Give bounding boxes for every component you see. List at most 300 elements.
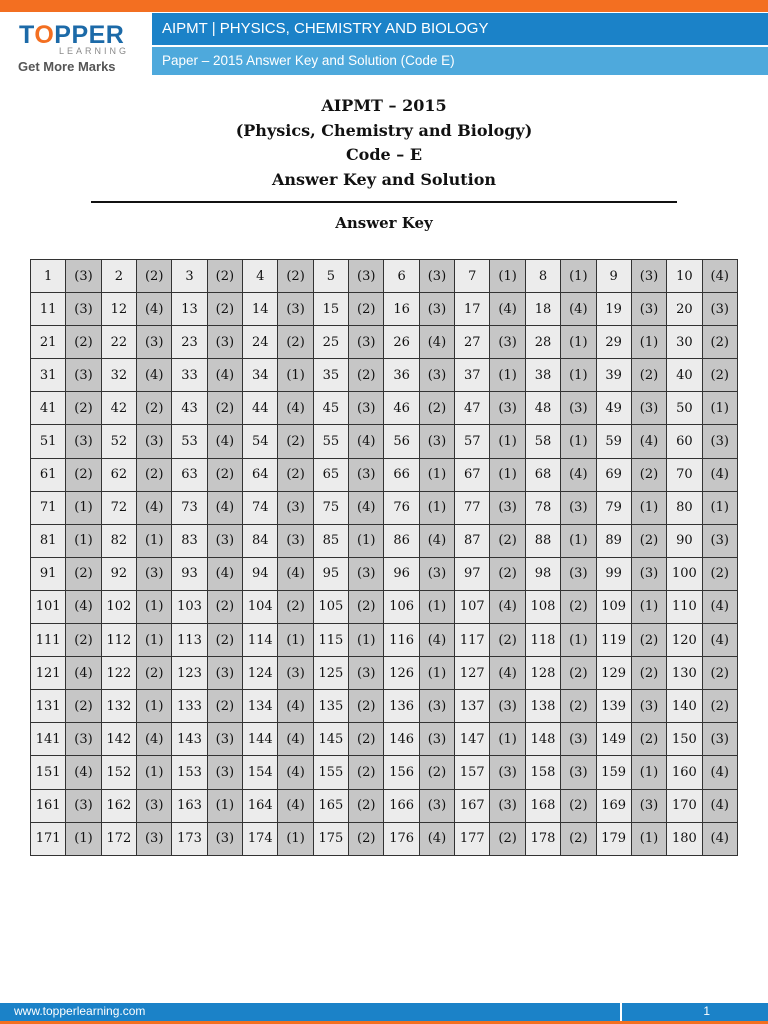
answer-option: (3) [207, 326, 242, 359]
answer-option: (3) [349, 392, 384, 425]
question-number: 143 [172, 723, 207, 756]
answer-option: (3) [419, 723, 454, 756]
answer-option: (1) [561, 425, 596, 458]
question-number: 160 [667, 756, 702, 789]
answer-option: (3) [631, 557, 666, 590]
answer-option: (2) [66, 326, 101, 359]
question-number: 58 [525, 425, 560, 458]
answer-option: (2) [349, 756, 384, 789]
answer-row [31, 822, 738, 855]
question-number: 4 [243, 260, 278, 293]
answer-option: (4) [278, 557, 313, 590]
question-number: 161 [31, 789, 66, 822]
question-number: 40 [667, 359, 702, 392]
question-number: 154 [243, 756, 278, 789]
question-number: 32 [101, 359, 136, 392]
answer-option: (3) [419, 359, 454, 392]
top-orange-stripe [0, 0, 768, 12]
answer-option: (4) [207, 359, 242, 392]
answer-option: (1) [490, 260, 525, 293]
question-number: 29 [596, 326, 631, 359]
question-number: 11 [31, 293, 66, 326]
answer-option: (3) [490, 690, 525, 723]
question-number: 152 [101, 756, 136, 789]
question-number: 25 [313, 326, 348, 359]
question-number: 90 [667, 524, 702, 557]
question-number: 124 [243, 657, 278, 690]
question-number: 13 [172, 293, 207, 326]
question-number: 69 [596, 458, 631, 491]
answer-option: (1) [561, 260, 596, 293]
answer-option: (2) [207, 690, 242, 723]
answer-option: (2) [349, 293, 384, 326]
answer-option: (1) [137, 624, 172, 657]
question-number: 1 [31, 260, 66, 293]
question-number: 46 [384, 392, 419, 425]
question-number: 75 [313, 491, 348, 524]
question-number: 47 [455, 392, 490, 425]
question-number: 92 [101, 557, 136, 590]
answer-option: (1) [278, 359, 313, 392]
answer-option: (4) [702, 260, 737, 293]
footer-bar [0, 1003, 768, 1021]
question-number: 93 [172, 557, 207, 590]
page-number: 1 [703, 1004, 710, 1018]
question-number: 163 [172, 789, 207, 822]
question-number: 37 [455, 359, 490, 392]
answer-row [31, 458, 738, 491]
question-number: 55 [313, 425, 348, 458]
question-number: 114 [243, 624, 278, 657]
answer-option: (2) [207, 458, 242, 491]
answer-row [31, 756, 738, 789]
answer-option: (3) [207, 657, 242, 690]
question-number: 78 [525, 491, 560, 524]
question-number: 134 [243, 690, 278, 723]
answer-option: (1) [66, 524, 101, 557]
answer-row [31, 425, 738, 458]
question-number: 125 [313, 657, 348, 690]
answer-option: (3) [631, 392, 666, 425]
answer-option: (2) [207, 590, 242, 623]
answer-row [31, 491, 738, 524]
question-number: 80 [667, 491, 702, 524]
answer-option: (1) [137, 524, 172, 557]
answer-option: (4) [137, 293, 172, 326]
question-number: 132 [101, 690, 136, 723]
question-number: 20 [667, 293, 702, 326]
answer-option: (3) [490, 491, 525, 524]
answer-option: (2) [66, 690, 101, 723]
answer-option: (1) [561, 624, 596, 657]
answer-row [31, 789, 738, 822]
header-subtitle-bar [152, 47, 768, 75]
question-number: 68 [525, 458, 560, 491]
question-number: 176 [384, 822, 419, 855]
answer-option: (3) [631, 690, 666, 723]
answer-option: (1) [278, 624, 313, 657]
question-number: 39 [596, 359, 631, 392]
question-number: 85 [313, 524, 348, 557]
question-number: 130 [667, 657, 702, 690]
question-number: 111 [31, 624, 66, 657]
answer-option: (4) [278, 789, 313, 822]
answer-option: (1) [66, 491, 101, 524]
answer-row [31, 690, 738, 723]
question-number: 44 [243, 392, 278, 425]
question-number: 162 [101, 789, 136, 822]
question-number: 30 [667, 326, 702, 359]
answer-option: (3) [349, 260, 384, 293]
question-number: 141 [31, 723, 66, 756]
question-number: 149 [596, 723, 631, 756]
question-number: 178 [525, 822, 560, 855]
answer-row [31, 624, 738, 657]
question-number: 16 [384, 293, 419, 326]
question-number: 110 [667, 590, 702, 623]
question-number: 173 [172, 822, 207, 855]
question-number: 123 [172, 657, 207, 690]
answer-option: (1) [631, 590, 666, 623]
answer-option: (1) [490, 458, 525, 491]
answer-option: (2) [419, 392, 454, 425]
header-title-bar [152, 13, 768, 45]
answer-option: (1) [419, 657, 454, 690]
question-number: 164 [243, 789, 278, 822]
answer-row [31, 590, 738, 623]
answer-option: (4) [278, 756, 313, 789]
question-number: 126 [384, 657, 419, 690]
answer-option: (2) [631, 524, 666, 557]
answer-option: (4) [137, 491, 172, 524]
answer-option: (3) [419, 293, 454, 326]
question-number: 31 [31, 359, 66, 392]
question-number: 18 [525, 293, 560, 326]
answer-option: (2) [137, 392, 172, 425]
answer-option: (4) [702, 822, 737, 855]
question-number: 167 [455, 789, 490, 822]
answer-option: (4) [419, 524, 454, 557]
answer-option: (2) [561, 789, 596, 822]
question-number: 19 [596, 293, 631, 326]
question-number: 137 [455, 690, 490, 723]
header-subtitle: Paper – 2015 Answer Key and Solution (Code E) [162, 53, 455, 68]
answer-option: (3) [702, 293, 737, 326]
answer-option: (4) [490, 293, 525, 326]
answer-option: (3) [66, 293, 101, 326]
answer-option: (2) [631, 624, 666, 657]
question-number: 27 [455, 326, 490, 359]
question-number: 115 [313, 624, 348, 657]
question-number: 151 [31, 756, 66, 789]
answer-option: (1) [490, 359, 525, 392]
answer-option: (2) [66, 624, 101, 657]
answer-option: (3) [419, 425, 454, 458]
answer-option: (2) [702, 359, 737, 392]
answer-option: (2) [349, 359, 384, 392]
question-number: 53 [172, 425, 207, 458]
answer-option: (1) [137, 690, 172, 723]
question-number: 119 [596, 624, 631, 657]
answer-option: (1) [631, 756, 666, 789]
question-number: 7 [455, 260, 490, 293]
answer-option: (3) [207, 822, 242, 855]
answer-option: (3) [349, 458, 384, 491]
question-number: 138 [525, 690, 560, 723]
answer-option: (1) [349, 524, 384, 557]
question-number: 38 [525, 359, 560, 392]
answer-option: (3) [419, 260, 454, 293]
question-number: 61 [31, 458, 66, 491]
answer-option: (3) [137, 557, 172, 590]
answer-option: (3) [349, 326, 384, 359]
answer-option: (2) [278, 326, 313, 359]
answer-key-table [30, 259, 738, 856]
answer-option: (4) [702, 624, 737, 657]
question-number: 129 [596, 657, 631, 690]
answer-option: (2) [207, 260, 242, 293]
answer-option: (2) [349, 789, 384, 822]
question-number: 15 [313, 293, 348, 326]
question-number: 3 [172, 260, 207, 293]
question-number: 142 [101, 723, 136, 756]
question-number: 87 [455, 524, 490, 557]
question-number: 105 [313, 590, 348, 623]
answer-option: (2) [137, 260, 172, 293]
answer-option: (1) [137, 756, 172, 789]
answer-option: (2) [490, 557, 525, 590]
answer-option: (3) [278, 491, 313, 524]
question-number: 81 [31, 524, 66, 557]
answer-option: (4) [631, 425, 666, 458]
answer-option: (4) [561, 293, 596, 326]
answer-option: (1) [490, 425, 525, 458]
answer-option: (2) [419, 756, 454, 789]
answer-row [31, 657, 738, 690]
question-number: 22 [101, 326, 136, 359]
answer-row [31, 723, 738, 756]
answer-option: (1) [349, 624, 384, 657]
question-number: 166 [384, 789, 419, 822]
question-number: 156 [384, 756, 419, 789]
question-number: 21 [31, 326, 66, 359]
question-number: 159 [596, 756, 631, 789]
question-number: 174 [243, 822, 278, 855]
answer-option: (4) [349, 491, 384, 524]
question-number: 97 [455, 557, 490, 590]
question-number: 12 [101, 293, 136, 326]
question-number: 51 [31, 425, 66, 458]
answer-option: (4) [419, 326, 454, 359]
question-number: 131 [31, 690, 66, 723]
question-number: 35 [313, 359, 348, 392]
question-number: 76 [384, 491, 419, 524]
answer-option: (1) [207, 789, 242, 822]
doc-title-line-2: (Physics, Chemistry and Biology) [235, 120, 533, 140]
answer-option: (3) [207, 723, 242, 756]
answer-option: (3) [66, 359, 101, 392]
question-number: 26 [384, 326, 419, 359]
answer-option: (2) [561, 690, 596, 723]
answer-option: (2) [349, 723, 384, 756]
answer-option: (4) [278, 392, 313, 425]
question-number: 144 [243, 723, 278, 756]
answer-option: (3) [278, 293, 313, 326]
question-number: 48 [525, 392, 560, 425]
answer-option: (2) [278, 425, 313, 458]
answer-option: (3) [702, 425, 737, 458]
question-number: 113 [172, 624, 207, 657]
answer-option: (2) [631, 359, 666, 392]
answer-option: (4) [137, 359, 172, 392]
question-number: 102 [101, 590, 136, 623]
answer-option: (3) [561, 392, 596, 425]
footer-url[interactable]: www.topperlearning.com [14, 1004, 146, 1018]
logo-tagline: Get More Marks [18, 59, 116, 74]
answer-row [31, 293, 738, 326]
question-number: 24 [243, 326, 278, 359]
answer-key-body [31, 260, 738, 856]
question-number: 147 [455, 723, 490, 756]
question-number: 70 [667, 458, 702, 491]
answer-option: (2) [137, 458, 172, 491]
answer-option: (1) [419, 458, 454, 491]
answer-option: (3) [137, 822, 172, 855]
answer-option: (1) [561, 359, 596, 392]
question-number: 112 [101, 624, 136, 657]
answer-option: (4) [137, 723, 172, 756]
answer-option: (3) [490, 326, 525, 359]
question-number: 109 [596, 590, 631, 623]
answer-option: (1) [631, 491, 666, 524]
question-number: 88 [525, 524, 560, 557]
question-number: 171 [31, 822, 66, 855]
question-number: 155 [313, 756, 348, 789]
answer-option: (2) [349, 690, 384, 723]
answer-option: (2) [66, 458, 101, 491]
answer-option: (3) [137, 425, 172, 458]
answer-option: (2) [490, 624, 525, 657]
question-number: 72 [101, 491, 136, 524]
doc-title-line-3: Code – E [345, 145, 423, 164]
answer-option: (3) [278, 657, 313, 690]
question-number: 135 [313, 690, 348, 723]
question-number: 73 [172, 491, 207, 524]
question-number: 100 [667, 557, 702, 590]
answer-option: (2) [278, 458, 313, 491]
answer-option: (3) [137, 326, 172, 359]
question-number: 158 [525, 756, 560, 789]
question-number: 43 [172, 392, 207, 425]
title-divider [91, 201, 677, 203]
question-number: 136 [384, 690, 419, 723]
answer-option: (4) [702, 458, 737, 491]
question-number: 169 [596, 789, 631, 822]
answer-option: (4) [702, 590, 737, 623]
question-number: 63 [172, 458, 207, 491]
answer-option: (4) [561, 458, 596, 491]
question-number: 117 [455, 624, 490, 657]
answer-option: (3) [561, 557, 596, 590]
answer-option: (4) [207, 557, 242, 590]
question-number: 23 [172, 326, 207, 359]
question-number: 6 [384, 260, 419, 293]
answer-option: (2) [702, 657, 737, 690]
answer-option: (4) [702, 789, 737, 822]
answer-option: (3) [207, 756, 242, 789]
question-number: 98 [525, 557, 560, 590]
question-number: 170 [667, 789, 702, 822]
answer-option: (1) [631, 822, 666, 855]
answer-option: (4) [490, 590, 525, 623]
question-number: 62 [101, 458, 136, 491]
question-number: 180 [667, 822, 702, 855]
answer-option: (3) [490, 789, 525, 822]
question-number: 57 [455, 425, 490, 458]
question-number: 157 [455, 756, 490, 789]
answer-option: (2) [702, 690, 737, 723]
question-number: 36 [384, 359, 419, 392]
answer-option: (1) [137, 590, 172, 623]
answer-option: (1) [561, 326, 596, 359]
logo-subtext: LEARNING [59, 46, 130, 56]
question-number: 84 [243, 524, 278, 557]
logo-wordmark: TOPPER [19, 21, 125, 49]
answer-option: (2) [561, 822, 596, 855]
answer-option: (1) [278, 822, 313, 855]
question-number: 64 [243, 458, 278, 491]
answer-option: (3) [631, 789, 666, 822]
question-number: 54 [243, 425, 278, 458]
question-number: 101 [31, 590, 66, 623]
answer-option: (4) [66, 657, 101, 690]
question-number: 14 [243, 293, 278, 326]
question-number: 45 [313, 392, 348, 425]
answer-option: (3) [349, 657, 384, 690]
answer-option: (3) [278, 524, 313, 557]
answer-option: (4) [66, 590, 101, 623]
answer-option: (4) [702, 756, 737, 789]
question-number: 8 [525, 260, 560, 293]
answer-option: (1) [561, 524, 596, 557]
answer-option: (3) [490, 756, 525, 789]
answer-option: (3) [631, 293, 666, 326]
question-number: 120 [667, 624, 702, 657]
question-number: 77 [455, 491, 490, 524]
question-number: 133 [172, 690, 207, 723]
answer-option: (2) [702, 557, 737, 590]
answer-option: (4) [207, 425, 242, 458]
question-number: 82 [101, 524, 136, 557]
question-number: 9 [596, 260, 631, 293]
question-number: 153 [172, 756, 207, 789]
answer-row [31, 557, 738, 590]
answer-option: (3) [66, 789, 101, 822]
answer-option: (4) [66, 756, 101, 789]
answer-option: (2) [207, 624, 242, 657]
answer-option: (2) [631, 458, 666, 491]
answer-option: (3) [702, 723, 737, 756]
question-number: 104 [243, 590, 278, 623]
question-number: 118 [525, 624, 560, 657]
answer-option: (3) [349, 557, 384, 590]
question-number: 139 [596, 690, 631, 723]
question-number: 79 [596, 491, 631, 524]
question-number: 128 [525, 657, 560, 690]
answer-option: (3) [561, 491, 596, 524]
question-number: 94 [243, 557, 278, 590]
question-number: 121 [31, 657, 66, 690]
